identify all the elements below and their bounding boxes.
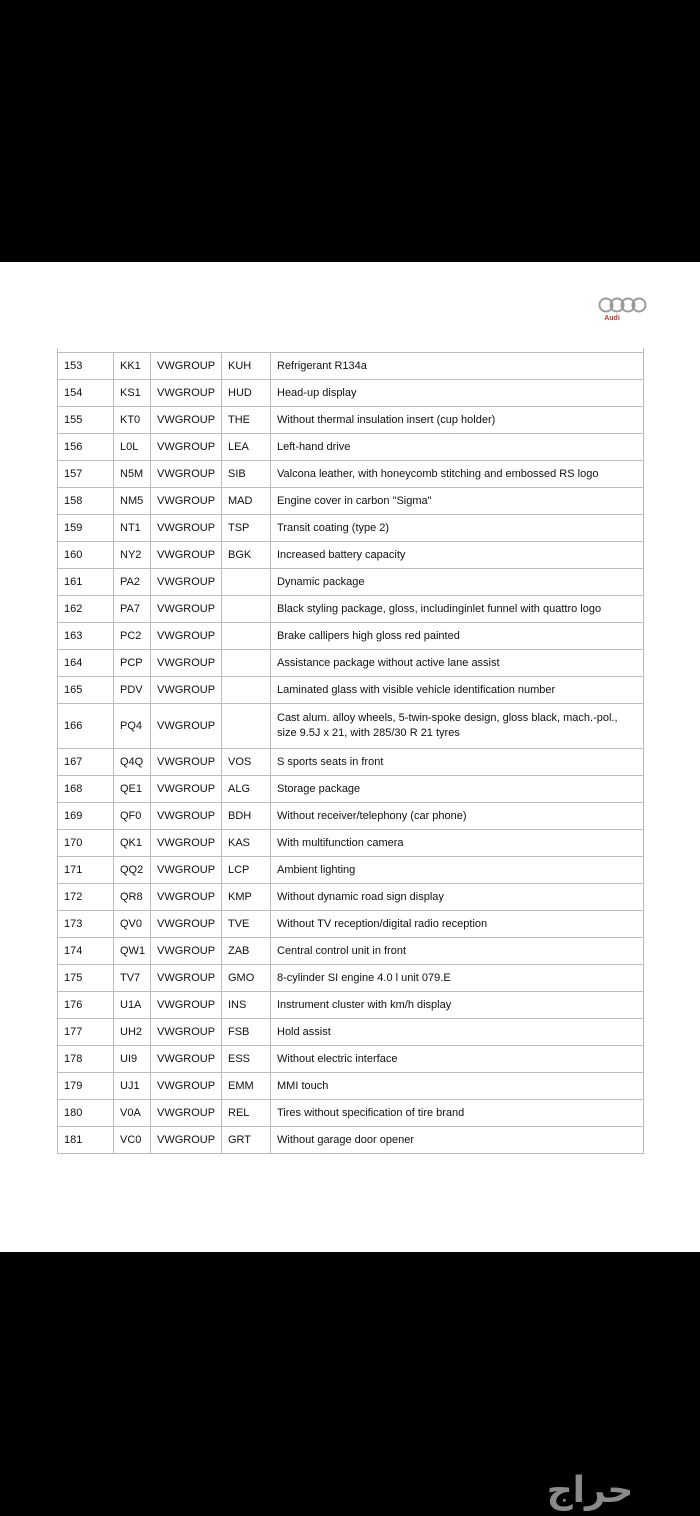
table-row [58,857,644,884]
family-code-cell [222,677,271,704]
option-code-cell: UI9 [114,1046,151,1073]
family-code-cell: KAS [222,830,271,857]
table-row [58,650,644,677]
manufacturer-group-cell: VWGROUP [151,857,222,884]
option-code-cell: KK1 [114,353,151,380]
option-code-cell: PC2 [114,623,151,650]
manufacturer-group-cell: VWGROUP [151,434,222,461]
table-row [58,1073,644,1100]
manufacturer-group-cell: VWGROUP [151,677,222,704]
family-code-cell: EMM [222,1073,271,1100]
description-cell: Cast alum. alloy wheels, 5-twin-spoke design, gloss black, mach.-pol., size 9.5J x 21, with 285/30 R 21 tyres [271,704,644,749]
family-code-cell: LCP [222,857,271,884]
table-row [58,569,644,596]
table-row [58,749,644,776]
row-number-cell: 165 [58,677,114,704]
table-row [58,542,644,569]
family-code-cell: HUD [222,380,271,407]
family-code-cell [222,623,271,650]
row-number-cell: 174 [58,938,114,965]
option-code-cell: PA2 [114,569,151,596]
option-code-cell: TV7 [114,965,151,992]
table-row [58,704,644,749]
manufacturer-group-cell: VWGROUP [151,884,222,911]
option-code-cell: NY2 [114,542,151,569]
equipment-code-table [57,352,644,1154]
description-cell: Storage package [271,776,644,803]
table-row [58,884,644,911]
family-code-cell: MAD [222,488,271,515]
family-code-cell [222,569,271,596]
manufacturer-group-cell: VWGROUP [151,1019,222,1046]
description-cell: Ambient lighting [271,857,644,884]
option-code-cell: QR8 [114,884,151,911]
manufacturer-group-cell: VWGROUP [151,542,222,569]
row-number-cell: 169 [58,803,114,830]
family-code-cell: GMO [222,965,271,992]
family-code-cell: KMP [222,884,271,911]
manufacturer-group-cell: VWGROUP [151,407,222,434]
table-row [58,623,644,650]
option-code-cell: QV0 [114,911,151,938]
family-code-cell: INS [222,992,271,1019]
table-row [58,434,644,461]
manufacturer-group-cell: VWGROUP [151,596,222,623]
family-code-cell: THE [222,407,271,434]
table-row [58,1019,644,1046]
table-row [58,992,644,1019]
description-cell: Assistance package without active lane assist [271,650,644,677]
row-number-cell: 173 [58,911,114,938]
table-row [58,830,644,857]
manufacturer-group-cell: VWGROUP [151,1046,222,1073]
table-row [58,965,644,992]
table-row [58,677,644,704]
family-code-cell: REL [222,1100,271,1127]
manufacturer-group-cell: VWGROUP [151,488,222,515]
family-code-cell: VOS [222,749,271,776]
table-row [58,380,644,407]
table-row [58,1127,644,1154]
description-cell: Head-up display [271,380,644,407]
description-cell: Refrigerant R134a [271,353,644,380]
row-number-cell: 167 [58,749,114,776]
option-code-cell: NT1 [114,515,151,542]
row-number-cell: 156 [58,434,114,461]
description-cell: Dynamic package [271,569,644,596]
table-row [58,911,644,938]
option-code-cell: QE1 [114,776,151,803]
manufacturer-group-cell: VWGROUP [151,911,222,938]
description-cell: Tires without specification of tire brand [271,1100,644,1127]
table-row [58,515,644,542]
manufacturer-group-cell: VWGROUP [151,938,222,965]
family-code-cell: ALG [222,776,271,803]
family-code-cell: LEA [222,434,271,461]
manufacturer-group-cell: VWGROUP [151,830,222,857]
option-code-cell: QQ2 [114,857,151,884]
manufacturer-group-cell: VWGROUP [151,776,222,803]
row-number-cell: 163 [58,623,114,650]
family-code-cell: TVE [222,911,271,938]
table-row [58,803,644,830]
manufacturer-group-cell: VWGROUP [151,803,222,830]
description-cell: Increased battery capacity [271,542,644,569]
row-number-cell: 164 [58,650,114,677]
row-number-cell: 155 [58,407,114,434]
manufacturer-group-cell: VWGROUP [151,650,222,677]
description-cell: Laminated glass with visible vehicle identification number [271,677,644,704]
option-code-cell: U1A [114,992,151,1019]
description-cell: With multifunction camera [271,830,644,857]
audi-logo [598,296,648,328]
option-code-cell: KS1 [114,380,151,407]
audi-brand-text: Audi [604,315,620,322]
family-code-cell: TSP [222,515,271,542]
manufacturer-group-cell: VWGROUP [151,1100,222,1127]
family-code-cell [222,650,271,677]
haraj-watermark [505,1470,675,1510]
description-cell: 8-cylinder SI engine 4.0 l unit 079.E [271,965,644,992]
row-number-cell: 179 [58,1073,114,1100]
manufacturer-group-cell: VWGROUP [151,992,222,1019]
equipment-code-table-body [58,353,644,1154]
option-code-cell: L0L [114,434,151,461]
description-cell: Transit coating (type 2) [271,515,644,542]
row-number-cell: 153 [58,353,114,380]
manufacturer-group-cell: VWGROUP [151,749,222,776]
option-code-cell: V0A [114,1100,151,1127]
row-number-cell: 177 [58,1019,114,1046]
table-row [58,353,644,380]
family-code-cell: ZAB [222,938,271,965]
document-page [0,262,700,1252]
description-cell: MMI touch [271,1073,644,1100]
audi-rings-icon [598,296,648,316]
description-cell: Brake callipers high gloss red painted [271,623,644,650]
row-number-cell: 171 [58,857,114,884]
row-number-cell: 154 [58,380,114,407]
row-number-cell: 162 [58,596,114,623]
description-cell: S sports seats in front [271,749,644,776]
option-code-cell: PDV [114,677,151,704]
description-cell: Instrument cluster with km/h display [271,992,644,1019]
manufacturer-group-cell: VWGROUP [151,1127,222,1154]
option-code-cell: KT0 [114,407,151,434]
description-cell: Without garage door opener [271,1127,644,1154]
description-cell: Black styling package, gloss, includinginlet funnel with quattro logo [271,596,644,623]
row-number-cell: 166 [58,704,114,749]
row-number-cell: 157 [58,461,114,488]
table-row [58,938,644,965]
option-code-cell: QK1 [114,830,151,857]
row-number-cell: 175 [58,965,114,992]
family-code-cell: SIB [222,461,271,488]
manufacturer-group-cell: VWGROUP [151,380,222,407]
description-cell: Without electric interface [271,1046,644,1073]
option-code-cell: QW1 [114,938,151,965]
row-number-cell: 159 [58,515,114,542]
table-row [58,461,644,488]
description-cell: Central control unit in front [271,938,644,965]
family-code-cell: KUH [222,353,271,380]
description-cell: Hold assist [271,1019,644,1046]
table-row [58,776,644,803]
table-row [58,488,644,515]
row-number-cell: 176 [58,992,114,1019]
manufacturer-group-cell: VWGROUP [151,569,222,596]
option-code-cell: NM5 [114,488,151,515]
option-code-cell: UJ1 [114,1073,151,1100]
option-code-cell: N5M [114,461,151,488]
description-cell: Valcona leather, with honeycomb stitching and embossed RS logo [271,461,644,488]
family-code-cell: GRT [222,1127,271,1154]
family-code-cell: FSB [222,1019,271,1046]
description-cell: Without dynamic road sign display [271,884,644,911]
table-row [58,407,644,434]
option-code-cell: Q4Q [114,749,151,776]
option-code-cell: PA7 [114,596,151,623]
haraj-watermark-text: حراج [546,1469,634,1510]
description-cell: Without receiver/telephony (car phone) [271,803,644,830]
row-number-cell: 158 [58,488,114,515]
manufacturer-group-cell: VWGROUP [151,965,222,992]
option-code-cell: UH2 [114,1019,151,1046]
row-number-cell: 172 [58,884,114,911]
family-code-cell: BDH [222,803,271,830]
description-cell: Without TV reception/digital radio reception [271,911,644,938]
manufacturer-group-cell: VWGROUP [151,353,222,380]
manufacturer-group-cell: VWGROUP [151,704,222,749]
family-code-cell [222,704,271,749]
option-code-cell: QF0 [114,803,151,830]
family-code-cell: BGK [222,542,271,569]
option-code-cell: PQ4 [114,704,151,749]
row-number-cell: 168 [58,776,114,803]
row-number-cell: 181 [58,1127,114,1154]
option-code-cell: VC0 [114,1127,151,1154]
row-number-cell: 170 [58,830,114,857]
table-row [58,596,644,623]
family-code-cell [222,596,271,623]
option-code-cell: PCP [114,650,151,677]
row-number-cell: 180 [58,1100,114,1127]
description-cell: Engine cover in carbon "Sigma" [271,488,644,515]
row-number-cell: 160 [58,542,114,569]
family-code-cell: ESS [222,1046,271,1073]
table-row [58,1100,644,1127]
description-cell: Without thermal insulation insert (cup holder) [271,407,644,434]
row-number-cell: 178 [58,1046,114,1073]
table-row [58,1046,644,1073]
manufacturer-group-cell: VWGROUP [151,515,222,542]
manufacturer-group-cell: VWGROUP [151,461,222,488]
manufacturer-group-cell: VWGROUP [151,623,222,650]
description-cell: Left-hand drive [271,434,644,461]
row-number-cell: 161 [58,569,114,596]
manufacturer-group-cell: VWGROUP [151,1073,222,1100]
